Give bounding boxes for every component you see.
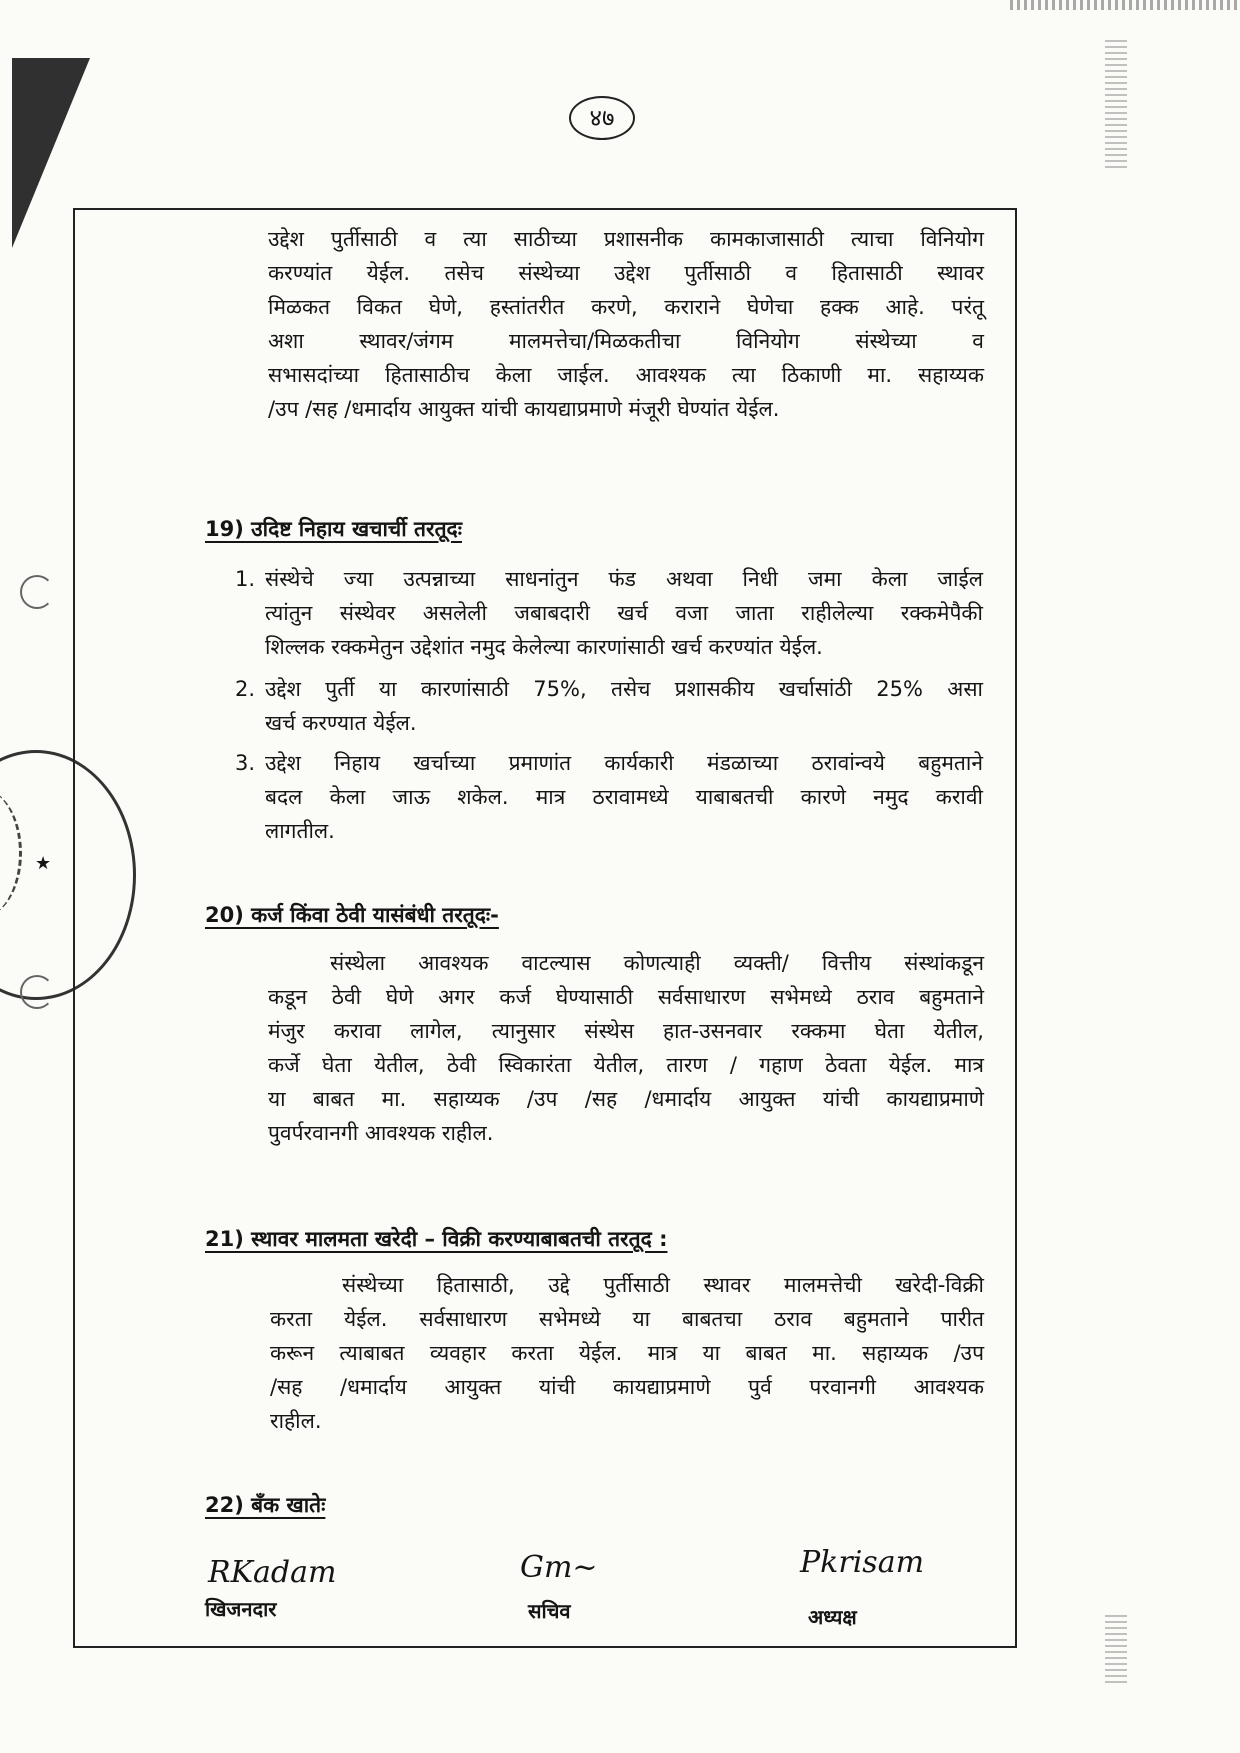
signature-secretary: Gm~ [520,1550,598,1585]
item-number: 2. [235,677,256,701]
section-19-item-2 [235,672,983,740]
signature-treasurer: RKadam [208,1555,337,1590]
seal-inner-ring [0,788,22,918]
text-line: /सह /धमार्दाय आयुक्त यांची कायद्याप्रमाणे पुर्व परवानगी आवश्यक [270,1375,984,1399]
text-line: अशा स्थावर/जंगम मालमत्तेचा/मिळकतीचा विनियोग संस्थेच्या व [268,329,984,353]
item-number: 3. [235,751,256,775]
text-line: उद्देश पुर्तीसाठी व त्या साठीच्या प्रशासनीक कामकाजासाठी त्याचा विनियोग [268,227,984,251]
signature-label-president: अध्यक्ष [808,1605,857,1629]
text-line: संस्थेचे ज्या उत्पन्नाच्या साधनांतुन फंड अथवा निधी जमा केला जाईल [265,567,983,591]
section-19-heading: 19) उदिष्ट निहाय खचार्ची तरतूदः [205,517,462,541]
text-line: शिल्लक रक्कमेतुन उद्देशांत नमुद केलेल्या कारणांसाठी खर्च करण्यांत येईल. [265,635,823,659]
section-19-item-3 [235,746,983,848]
text-line: संस्थेच्या हितासाठी, उद्दे पुर्तीसाठी स्थावर मालमत्तेची खरेदी-विक्री [342,1273,984,1297]
text-line: /उप /सह /धमार्दाय आयुक्त यांची कायद्याप्रमाणे मंजूरी घेण्यांत येईल. [268,397,780,421]
text-line: त्यांतुन संस्थेवर असलेली जबाबदारी खर्च वजा जाता राहीलेल्या रक्कमेपैकी [265,601,983,625]
text-line: करता येईल. सर्वसाधारण सभेमध्ये या बाबतचा ठराव बहुमताने पारीत [270,1307,984,1331]
page-number: ४७ [569,96,635,140]
scan-edge-strip [1105,40,1127,170]
text-line: कर्जे घेता येतील, ठेवी स्विकारंता येतील, तारण / गहाण ठेवता येईल. मात्र [268,1053,984,1077]
section-20-paragraph [268,946,984,1150]
signature-label-treasurer: खिजनदार [205,1597,277,1621]
text-line: या बाबत मा. सहाय्यक /उप /सह /धमार्दाय आयुक्त यांची कायद्याप्रमाणे [268,1087,984,1111]
text-line: कडून ठेवी घेणे अगर कर्ज घेण्यासाठी सर्वसाधारण सभेमध्ये ठराव बहुमताने [268,985,984,1009]
text-line: मंजुर करावा लागेल, त्यानुसार संस्थेस हात-उसनवार रक्कमा घेता येतील, [268,1019,984,1043]
section-21-paragraph [270,1268,984,1438]
text-line: करण्यांत येईल. तसेच संस्थेच्या उद्देश पुर्तीसाठी व हितासाठी स्थावर [268,261,984,285]
punch-hole-icon [20,575,54,609]
text-line: करून त्याबाबत व्यवहार करता येईल. मात्र या बाबत मा. सहाय्यक /उप [270,1341,984,1365]
item-number: 1. [235,567,256,591]
scan-edge-strip-bottom [1105,1615,1127,1685]
signature-label-secretary: सचिव [528,1599,571,1623]
text-line: सभासदांच्या हितासाठीच केला जाईल. आवश्यक त्या ठिकाणी मा. सहाय्यक [268,363,984,387]
text-line: उद्देश निहाय खर्चाच्या प्रमाणांत कार्यकारी मंडळाच्या ठरावांन्वये बहुमताने [265,751,983,775]
scan-edge-noise [1010,0,1240,10]
section-21-heading: 21) स्थावर मालमता खरेदी – विक्री करण्याबाबतची तरतूद : [205,1227,668,1251]
intro-paragraph [268,222,984,426]
text-line: मिळकत विकत घेणे, हस्तांतरीत करणे, कराराने घेणेचा हक्क आहे. परंतू [268,295,984,319]
text-line: लागतील. [265,819,335,843]
seal-star-icon: ★ [35,853,52,874]
section-22-heading: 22) बँक खातेः [205,1493,326,1517]
punch-hole-icon [20,975,54,1009]
text-line: बदल केला जाऊ शकेल. मात्र ठरावामध्ये याबाबतची कारणे नमुद करावी [265,785,983,809]
text-line: संस्थेला आवश्यक वाटल्यास कोणत्याही व्यक्ती/ वित्तीय संस्थांकडून [330,951,984,975]
text-line: राहील. [270,1409,322,1433]
text-line: खर्च करण्यात येईल. [265,711,417,735]
section-20-heading: 20) कर्ज किंवा ठेवी यासंबंधी तरतूदः- [205,903,499,927]
text-line: पुवर्परवानगी आवश्यक राहील. [268,1121,494,1145]
signature-president: Pkrisam [800,1545,925,1580]
section-19-item-1 [235,562,983,664]
text-line: उद्देश पुर्ती या कारणांसाठी 75%, तसेच प्रशासकीय खर्चासांठी 25% असा [265,677,983,701]
